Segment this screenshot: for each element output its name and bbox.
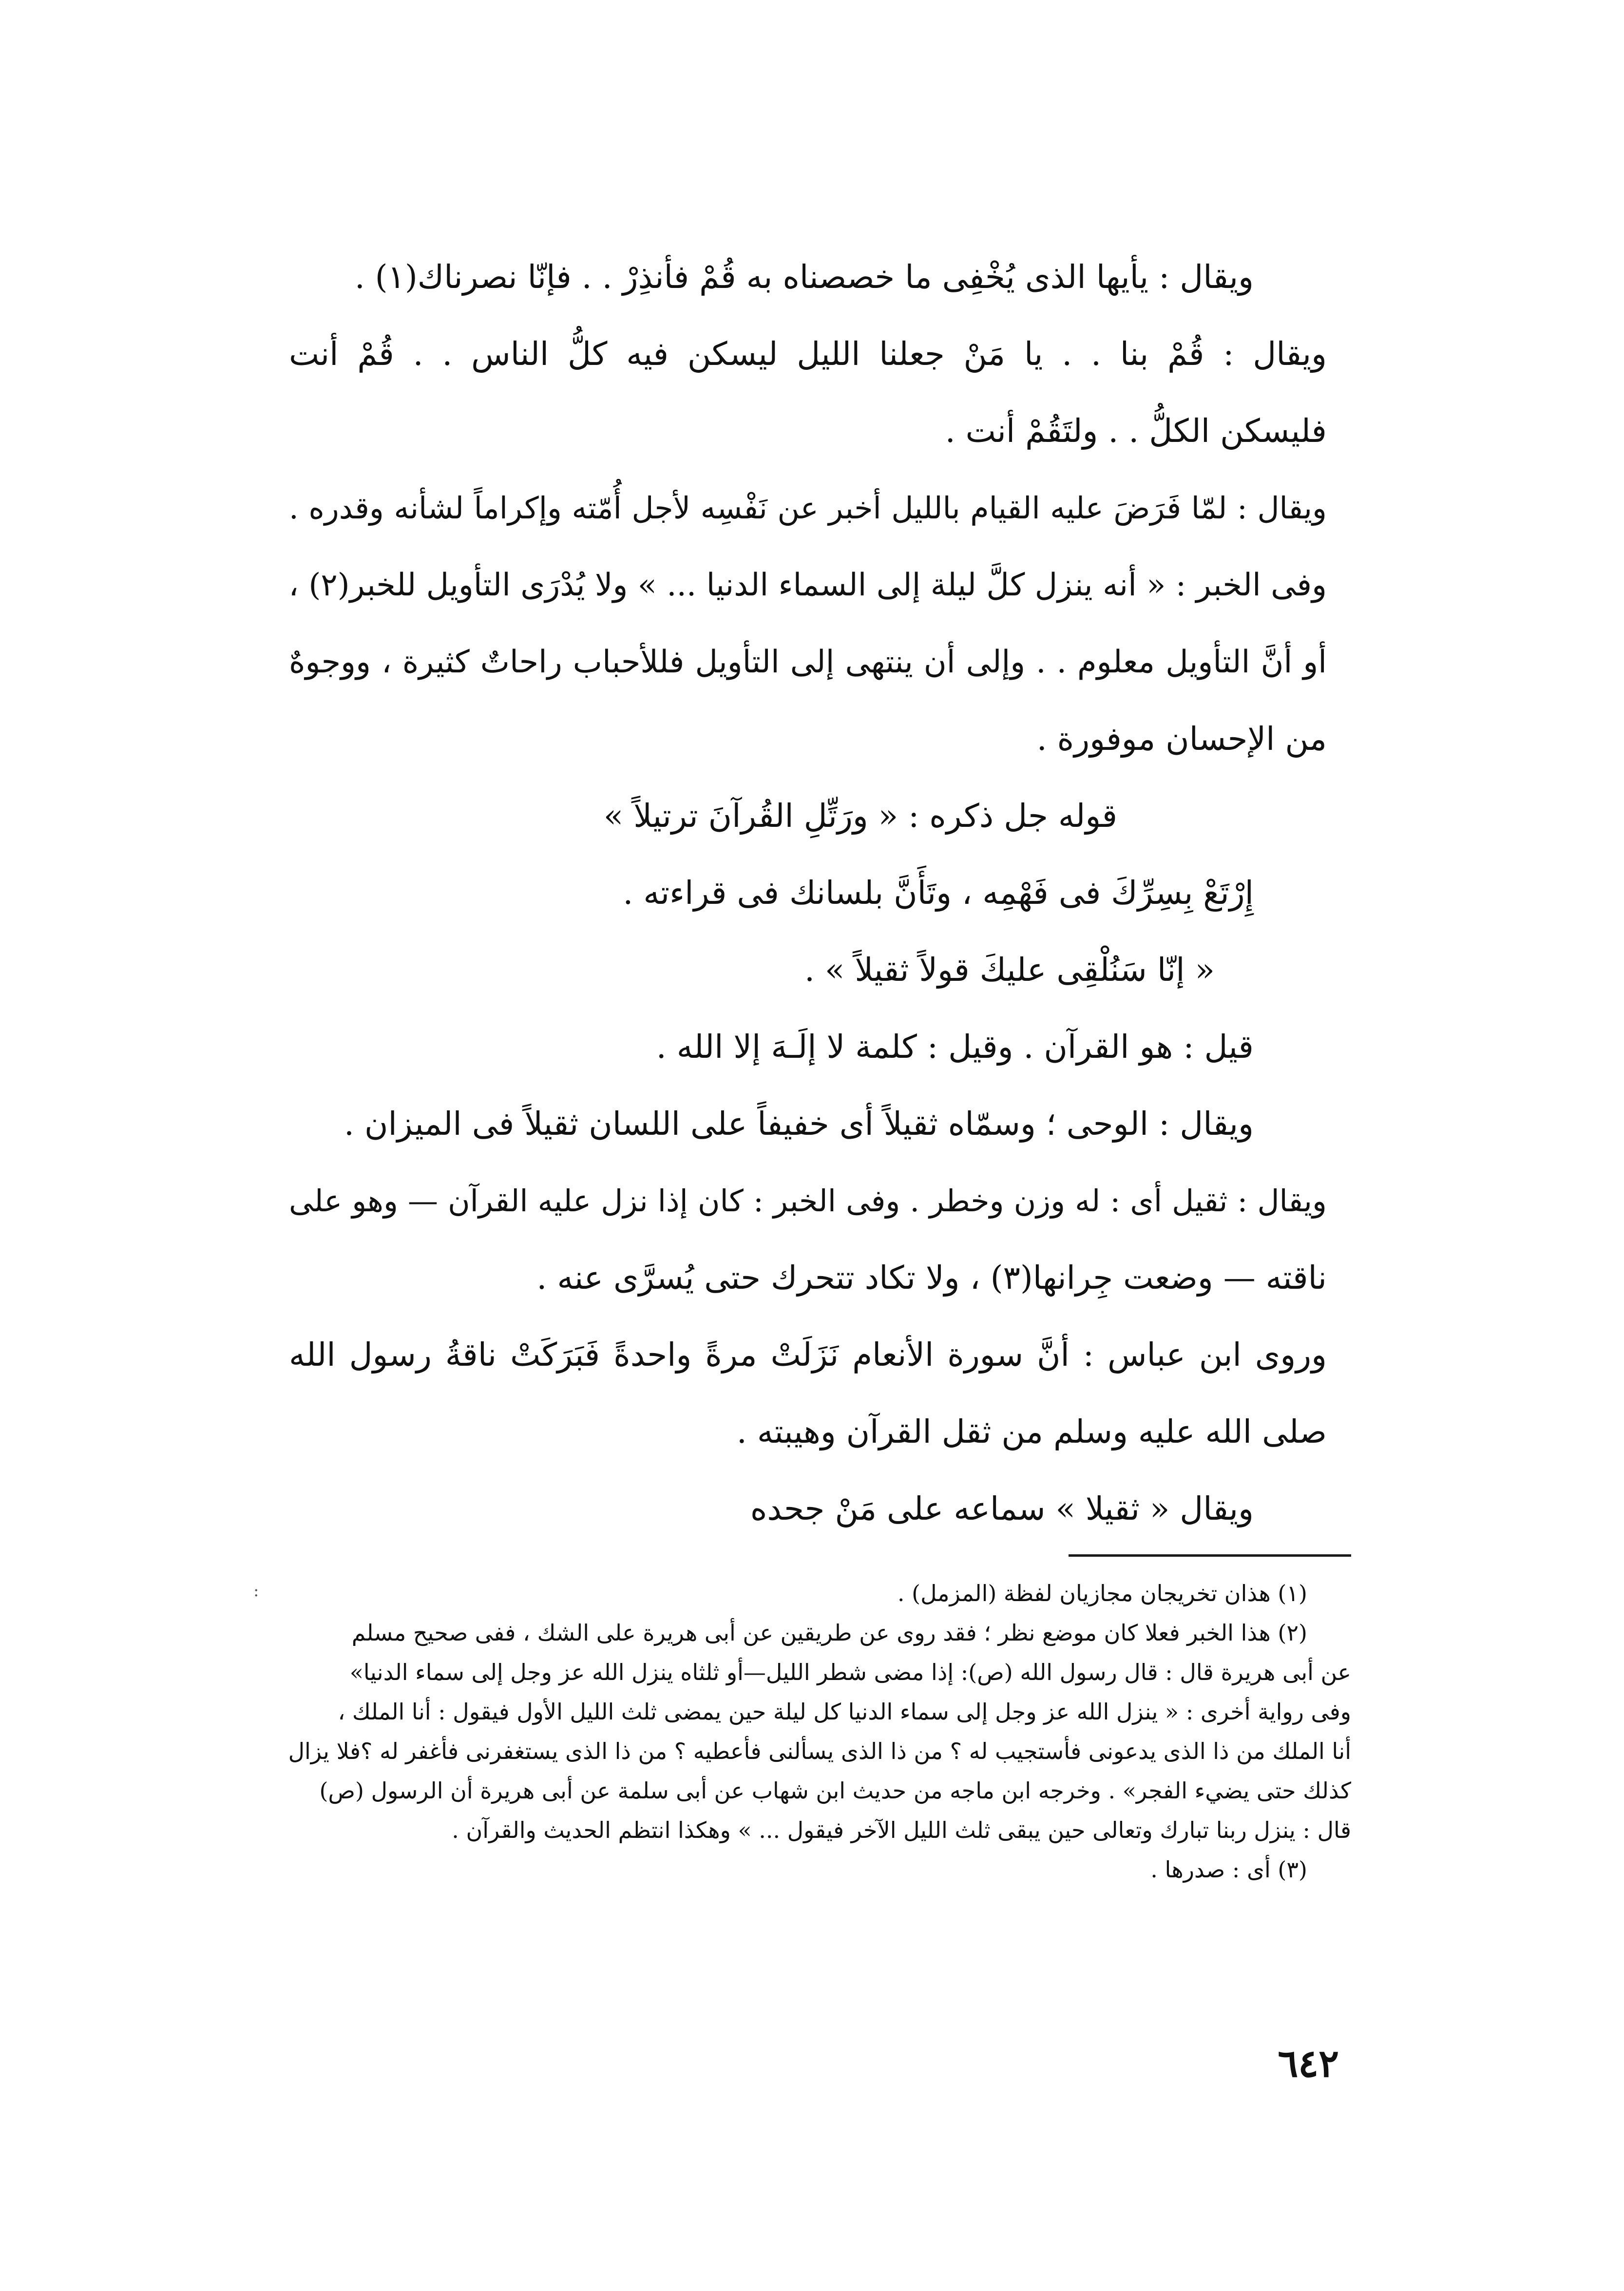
footnote-line: قال : ينزل ربنا تبارك وتعالى حين يبقى ثلث الليل الآخر فيقول ... » وهكذا انتظم الحديث والقرآن . [452,1817,1351,1843]
margin-mark: : [253,1581,259,1601]
text-line: ويقال : لمّا فَرَضَ عليه القيام بالليل أخبر عن نَفْسِه لأجل أُمّته وإكراماً لشأنه وقدره . [289,490,1327,526]
text-line: قيل : هو القرآن . وقيل : كلمة لا إلَـهَ إلا الله . [656,1028,1254,1066]
text-line: ويقال : الوحى ؛ وسمّاه ثقيلاً أى خفيفاً على اللسان ثقيلاً فى الميزان . [344,1105,1254,1143]
footnote-line: كذلك حتى يضيء الفجر» . وخرجه ابن ماجه من حديث ابن شهاب عن أبى سلمة عن أبى هريرة أن الرسول (ص) [319,1777,1351,1804]
text-line: صلى الله عليه وسلم من ثقل القرآن وهيبته . [736,1413,1327,1451]
footnote-line: عن أبى هريرة قال : قال رسول الله (ص): إذا مضى شطر الليل—أو ثلثاه ينزل الله عز وجل إلى سماء الدنيا» [349,1659,1351,1685]
text-line: ويقال : يأيها الذى يُخْفِى ما خصصناه به قُمْ فأنذِرْ . . فإنّا نصرناك(١) . [354,258,1254,296]
footnote-line: أنا الملك من ذا الذى يدعونى فأستجيب له ؟ من ذا الذى يسألنى فأعطيه ؟ من ذا الذى يستغفرنى فأغفر له ؟فلا يزال [288,1738,1351,1764]
text-line: ويقال : قُمْ بنا . . يا مَنْ جعلنا الليل ليسكن فيه كلُّ الناس . . قُمْ أنت [289,335,1327,373]
text-line: وروى ابن عباس : أنَّ سورة الأنعام نَزَلَتْ مرةً واحدةً فَبَرَكَتْ ناقةُ رسول الله [289,1336,1327,1374]
quran-verse: « إنّا سَنُلْقِى عليكَ قولاً ثقيلاً » . [804,951,1215,989]
text-line: وفى الخبر : « أنه ينزل كلَّ ليلة إلى السماء الدنيا ... » ولا يُدْرَى التأويل للخبر(٢) ، [288,567,1327,603]
text-line: ويقال : ثقيل أى : له وزن وخطر . وفى الخبر : كان إذا نزل عليه القرآن — وهو على [289,1183,1327,1219]
page-number: ٦٤٢ [1278,2042,1339,2086]
text-line: إِرْتَعْ بِسِرِّكَ فى فَهْمِه ، وتَأَنَّ بلسانك فى قراءته . [623,874,1254,912]
text-line: فليسكن الكلُّ . . ولتَقُمْ أنت . [945,412,1327,450]
footnote-divider [1069,1554,1351,1557]
footnote-line: وفى رواية أخرى : « ينزل الله عز وجل إلى سماء الدنيا كل ليلة حين يمضى ثلث الليل الأول فيقول : أنا الملك ، [338,1699,1351,1725]
text-line: أو أنَّ التأويل معلوم . . وإلى أن ينتهى إلى التأويل فللأحباب راحاتٌ كثيرة ، ووجوهٌ [289,644,1327,680]
main-text [289,239,1327,1547]
footnote-line: (٣) أى : صدرها . [1150,1856,1307,1883]
text-line: ناقته — وضعت جِرانها(٣) ، ولا تكاد تتحرك حتى يُسرَّى عنه . [536,1259,1327,1297]
section-heading: قوله جل ذكره : « ورَتِّلِ القُرآنَ ترتيلاً » [603,797,1117,835]
footnote-line: (١) هذان تخريجان مجازيان لفظة (المزمل) . [897,1580,1307,1606]
footnote-line: (٢) هذا الخبر فعلا كان موضع نظر ؛ فقد روى عن طريقين عن أبى هريرة على الشك ، ففى صحيح مسلم [351,1620,1307,1646]
text-line: ويقال « ثقيلا » سماعه على مَنْ جحده [750,1490,1254,1527]
footnotes [260,1574,1351,1890]
text-line: من الإحسان موفورة . [1036,720,1327,758]
